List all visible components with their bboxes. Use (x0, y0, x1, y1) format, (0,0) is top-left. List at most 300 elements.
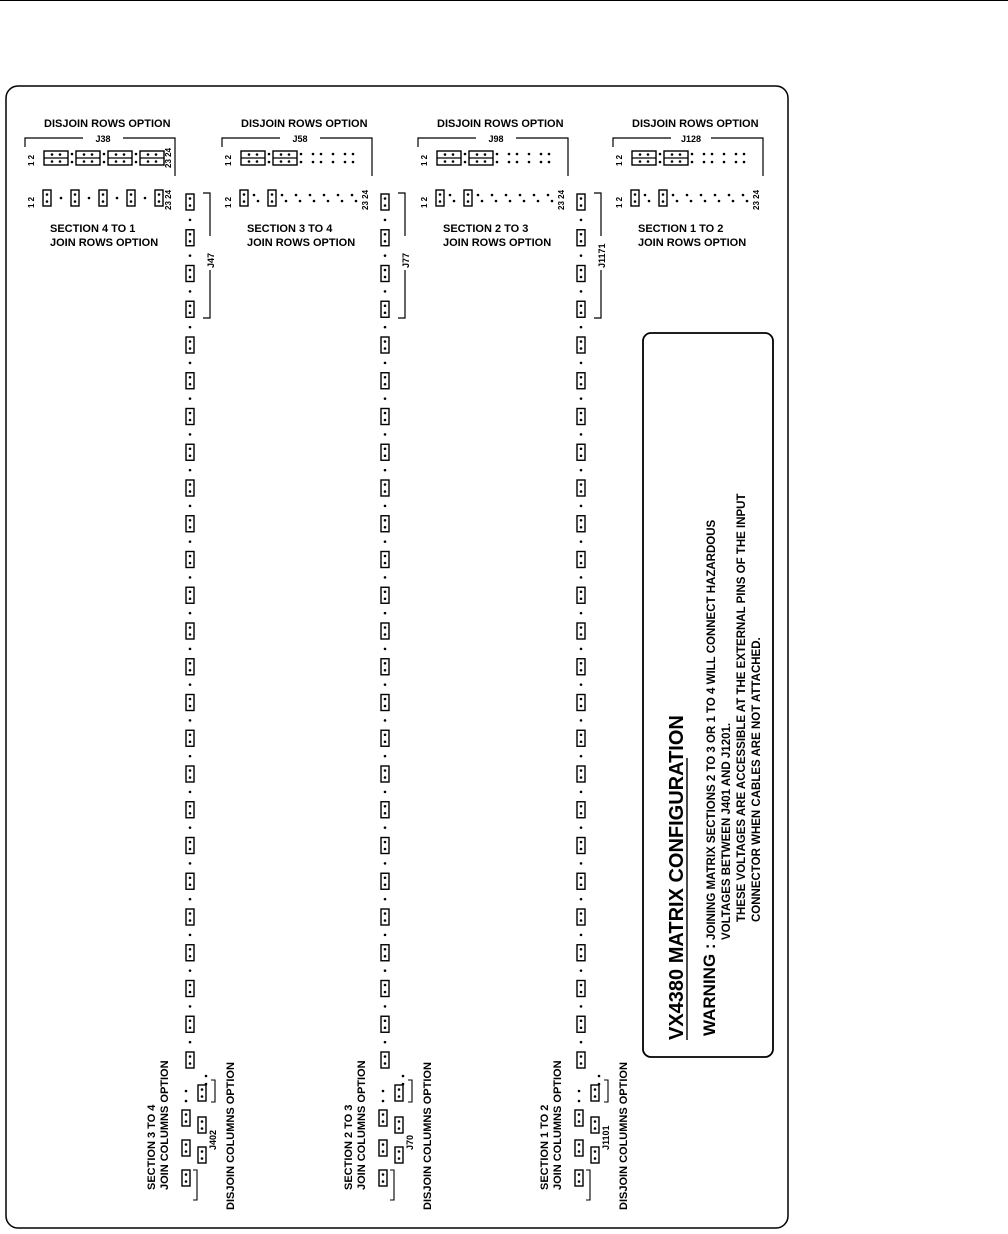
pin-dot (384, 540, 387, 543)
pin-dot (299, 200, 302, 203)
pin-dot (281, 194, 284, 197)
jumper-shunt-pair (469, 151, 493, 165)
column-jumper-label: J47 (206, 252, 216, 268)
pin-dot (580, 648, 583, 651)
pin-dot (580, 1062, 583, 1065)
pin-dot (516, 161, 519, 164)
pin-dot (337, 194, 340, 197)
pin-dot (580, 934, 583, 937)
column-strip-1 (186, 193, 217, 1068)
pin-dot (671, 153, 674, 156)
pin-dot (189, 397, 192, 400)
jumper-shunt (381, 516, 389, 532)
pin-dot (578, 1120, 581, 1123)
jumper-shunt (186, 230, 194, 246)
pin-dot (548, 153, 551, 156)
jumper-shunt (381, 1052, 389, 1068)
pin-dot (332, 153, 335, 156)
row-section-4 (613, 118, 763, 249)
pin-dot (243, 193, 246, 196)
jumper-shunt (575, 1170, 583, 1186)
pin-dot (384, 948, 387, 951)
pin-dot (580, 412, 583, 415)
pin-dot (647, 153, 650, 156)
pin-dot (580, 197, 583, 200)
pin-dot (384, 519, 387, 522)
pin-dot (578, 1090, 581, 1093)
pin-dot (384, 984, 387, 987)
warning-line-1: JOINING MATRIX SECTIONS 2 TO 3 OR 1 TO 4 WILL CONNECT HAZARDOUS (706, 519, 718, 940)
jumper-shunt (577, 730, 585, 746)
pin-dot (580, 612, 583, 615)
pin-dot (88, 197, 91, 200)
pin-dot (189, 1026, 192, 1029)
pin-dot (189, 597, 192, 600)
pin-dot (189, 555, 192, 558)
pin-dot (189, 219, 192, 222)
pin-dot (46, 193, 49, 196)
pin-dot (580, 898, 583, 901)
pin-dot (185, 1100, 188, 1103)
pin-dot (691, 153, 694, 156)
pin-dot (402, 1075, 405, 1078)
pin-dot (189, 1041, 192, 1044)
jumper-shunt (577, 909, 585, 925)
jumper-shunt (659, 190, 667, 206)
pin-dot (495, 200, 498, 203)
pin-dot (332, 161, 335, 164)
pin-dot (398, 1088, 401, 1091)
pin-dot (185, 1173, 188, 1176)
pin-dot (580, 662, 583, 665)
pin-dot (382, 1100, 385, 1103)
jumper-shunt (186, 695, 194, 711)
join-rows-caption-line2: JOIN ROWS OPTION (50, 237, 159, 249)
pin-dot (384, 597, 387, 600)
jumper-shunt (186, 480, 194, 496)
pin-dot (580, 1055, 583, 1058)
jumper-shunt (379, 1170, 387, 1186)
jumper-shunt (395, 1147, 403, 1163)
pin-dot (580, 254, 583, 257)
pin-dot (71, 161, 74, 164)
pin-dot (452, 160, 455, 163)
jumper-shunt (186, 373, 194, 389)
pin-dot (189, 326, 192, 329)
warning-line-2: VOLTAGES BETWEEN J401 AND J1201. (721, 722, 733, 940)
pin-dot (384, 1041, 387, 1044)
pin-dot (449, 194, 452, 197)
pin-dot (580, 1005, 583, 1008)
pin-dot (528, 161, 531, 164)
jumper-shunt (577, 409, 585, 425)
pin-dot (189, 419, 192, 422)
pin-dot (189, 347, 192, 350)
jumper-shunt (395, 1117, 403, 1133)
column-option-jumper-label: J402 (208, 1129, 218, 1150)
pin-dot (189, 290, 192, 293)
pin-dot (103, 161, 106, 164)
pin-dot (384, 669, 387, 672)
pin-dot (594, 1088, 597, 1091)
pin-dot (477, 194, 480, 197)
pin-dot (189, 862, 192, 865)
pin-number-last: 23 24 (752, 189, 761, 210)
pin-dot (74, 200, 77, 203)
pin-dot (639, 160, 642, 163)
pin-dot (537, 200, 540, 203)
pin-dot (384, 719, 387, 722)
pin-dot (580, 719, 583, 722)
pin-dot (398, 1095, 401, 1098)
pin-dot (300, 153, 303, 156)
pin-dot (189, 269, 192, 272)
pin-dot (691, 161, 694, 164)
jumper-shunt (381, 623, 389, 639)
pin-dot (634, 200, 637, 203)
pin-dot (679, 153, 682, 156)
pin-dot (384, 826, 387, 829)
pin-dot (464, 153, 467, 156)
pin-dot (185, 1090, 188, 1093)
disjoin-rows-header: DISJOIN ROWS OPTION (44, 118, 171, 130)
pin-dot (189, 505, 192, 508)
column-option-3 (539, 1060, 630, 1210)
pin-dot (189, 1055, 192, 1058)
pin-dot (189, 934, 192, 937)
jumper-shunt (381, 766, 389, 782)
column-jumper-label: J77 (401, 252, 411, 268)
pin-dot (189, 433, 192, 436)
pin-dot (320, 161, 323, 164)
jumper-shunt (186, 301, 194, 317)
pin-dot (580, 755, 583, 758)
pin-number-first: 1 2 (420, 196, 429, 208)
pin-dot (248, 153, 251, 156)
pin-dot (484, 153, 487, 156)
join-columns-caption-line2: JOIN COLUMNS OPTION (356, 1060, 368, 1190)
pin-dot (580, 555, 583, 558)
jumper-shunt (198, 1117, 206, 1133)
pin-dot (189, 540, 192, 543)
pin-dot (491, 194, 494, 197)
pin-dot (580, 984, 583, 987)
jumper-shunt (591, 1147, 599, 1163)
pin-dot (384, 276, 387, 279)
pin-dot (398, 1150, 401, 1153)
pin-dot (384, 934, 387, 937)
warning-panel (643, 333, 773, 1057)
pin-dot (723, 161, 726, 164)
pin-dot (382, 1180, 385, 1183)
pin-dot (580, 519, 583, 522)
pin-dot (580, 740, 583, 743)
pin-dot (189, 483, 192, 486)
pin-dot (580, 991, 583, 994)
pin-dot (580, 633, 583, 636)
join-rows-caption-line2: JOIN ROWS OPTION (443, 237, 552, 249)
pin-dot (384, 562, 387, 565)
pin-dot (189, 662, 192, 665)
jumper-shunt (381, 480, 389, 496)
pin-dot (464, 161, 467, 164)
pin-dot (147, 153, 150, 156)
pin-dot (700, 194, 703, 197)
jumper-shunt (186, 194, 194, 210)
pin-dot (384, 383, 387, 386)
pin-dot (580, 791, 583, 794)
pin-dot (384, 883, 387, 886)
jumper-shunt (577, 194, 585, 210)
pin-dot (384, 419, 387, 422)
pin-dot (189, 841, 192, 844)
jumper-shunt (155, 190, 163, 206)
pin-dot (295, 194, 298, 197)
pin-dot (523, 200, 526, 203)
jumper-shunt (577, 945, 585, 961)
pin-dot (384, 969, 387, 972)
pin-dot (384, 555, 387, 558)
pin-dot (439, 193, 442, 196)
pin-dot (659, 153, 662, 156)
pin-dot (384, 626, 387, 629)
pin-dot (580, 383, 583, 386)
pin-dot (189, 383, 192, 386)
pin-dot (201, 1127, 204, 1130)
pin-dot (743, 153, 746, 156)
pin-dot (580, 233, 583, 236)
pin-dot (580, 240, 583, 243)
pin-dot (312, 161, 315, 164)
pin-dot (580, 469, 583, 472)
pin-dot (703, 153, 706, 156)
jumper-shunt (186, 266, 194, 282)
join-columns-caption-line2: JOIN COLUMNS OPTION (552, 1060, 564, 1190)
pin-dot (189, 898, 192, 901)
jumper-shunt (186, 945, 194, 961)
pin-dot (189, 969, 192, 972)
jumper-shunt (381, 802, 389, 818)
pin-dot (189, 490, 192, 493)
pin-dot (257, 200, 260, 203)
pin-dot (189, 469, 192, 472)
pin-dot (74, 193, 77, 196)
pin-dot (189, 376, 192, 379)
pin-dot (189, 447, 192, 450)
jumper-shunt-pair (44, 151, 68, 165)
pin-dot (189, 955, 192, 958)
pin-dot (496, 153, 499, 156)
pin-dot (189, 991, 192, 994)
pin-dot (540, 153, 543, 156)
jumper-shunt (198, 1147, 206, 1163)
pin-dot (594, 1150, 597, 1153)
pin-dot (580, 290, 583, 293)
pin-dot (253, 194, 256, 197)
pin-dot (189, 826, 192, 829)
pin-dot (580, 669, 583, 672)
pin-dot (384, 733, 387, 736)
pin-dot (580, 347, 583, 350)
jumper-shunt (268, 190, 276, 206)
pin-dot (384, 311, 387, 314)
jumper-shunt (240, 190, 248, 206)
pin-dot (384, 483, 387, 486)
pin-dot (714, 194, 717, 197)
jumper-shunt (381, 587, 389, 603)
pin-dot (256, 153, 259, 156)
pin-dot (476, 153, 479, 156)
jumper-shunt (186, 1016, 194, 1032)
jumper-shunt (381, 945, 389, 961)
pin-dot (384, 304, 387, 307)
pin-dot (189, 519, 192, 522)
pin-dot (189, 740, 192, 743)
jumper-shunt (575, 1140, 583, 1156)
pin-dot (580, 204, 583, 207)
jumper-shunt (381, 838, 389, 854)
jumper-shunt (381, 373, 389, 389)
pin-dot (60, 197, 63, 200)
jumper-shunt (186, 409, 194, 425)
jumper-shunt (182, 1170, 190, 1186)
pin-dot (580, 304, 583, 307)
pin-dot (444, 153, 447, 156)
pin-dot (384, 290, 387, 293)
pin-dot (723, 153, 726, 156)
jumper-shunt (577, 266, 585, 282)
pin-number-last: 23 24 (164, 189, 173, 210)
pin-dot (580, 590, 583, 593)
pin-dot (516, 153, 519, 156)
pin-dot (384, 340, 387, 343)
pin-dot (686, 194, 689, 197)
join-columns-caption-line1: SECTION 1 TO 2 (539, 1104, 551, 1190)
pin-dot (476, 160, 479, 163)
pin-dot (189, 669, 192, 672)
pin-dot (594, 1120, 597, 1123)
pin-dot (189, 197, 192, 200)
jumper-shunt (395, 1085, 403, 1101)
join-rows-caption-line1: SECTION 2 TO 3 (443, 223, 529, 235)
pin-dot (355, 200, 358, 203)
pin-dot (300, 161, 303, 164)
pin-dot (496, 161, 499, 164)
pin-dot (580, 805, 583, 808)
disjoin-rows-header: DISJOIN ROWS OPTION (632, 118, 759, 130)
disjoin-columns-caption: DISJOIN COLUMNS OPTION (422, 1062, 434, 1210)
pin-dot (91, 153, 94, 156)
pin-dot (189, 912, 192, 915)
jumper-shunt (186, 981, 194, 997)
pin-dot (51, 160, 54, 163)
pin-dot (578, 1100, 581, 1103)
pin-dot (384, 898, 387, 901)
pin-number-first: 1 2 (27, 154, 36, 166)
pin-dot (185, 1180, 188, 1183)
column-strip-3 (577, 193, 608, 1068)
pin-dot (309, 194, 312, 197)
pin-dot (71, 153, 74, 156)
pin-dot (189, 812, 192, 815)
pin-dot (580, 505, 583, 508)
pin-dot (189, 719, 192, 722)
jumper-shunt (577, 480, 585, 496)
pin-dot (453, 200, 456, 203)
pin-dot (398, 1120, 401, 1123)
pin-dot (508, 161, 511, 164)
pin-dot (671, 160, 674, 163)
pin-dot (189, 776, 192, 779)
column-jumper-strips (186, 193, 608, 1068)
pin-dot (384, 919, 387, 922)
pin-dot (580, 698, 583, 701)
pin-dot (580, 919, 583, 922)
column-option-jumpers (146, 1060, 630, 1210)
pin-dot (580, 769, 583, 772)
pin-dot (580, 912, 583, 915)
pin-dot (189, 848, 192, 851)
pin-dot (351, 194, 354, 197)
jumper-shunt (381, 981, 389, 997)
pin-dot (382, 1173, 385, 1176)
pin-dot (580, 841, 583, 844)
pin-dot (728, 194, 731, 197)
pin-dot (580, 526, 583, 529)
pin-dot (344, 153, 347, 156)
jumper-shunt (182, 1110, 190, 1126)
pin-dot (384, 812, 387, 815)
row-section-3 (418, 118, 568, 249)
pin-dot (320, 153, 323, 156)
pin-dot (580, 683, 583, 686)
column-option-2 (343, 1060, 434, 1210)
pin-dot (158, 200, 161, 203)
pin-dot (116, 197, 119, 200)
disjoin-rows-header: DISJOIN ROWS OPTION (437, 118, 564, 130)
jumper-shunt (186, 873, 194, 889)
pin-dot (189, 733, 192, 736)
pin-dot (135, 153, 138, 156)
pin-dot (509, 200, 512, 203)
pin-dot (384, 254, 387, 257)
pin-dot (189, 1062, 192, 1065)
jumper-shunt (436, 190, 444, 206)
jumper-shunt (186, 1052, 194, 1068)
pin-dot (742, 194, 745, 197)
pin-dot (580, 848, 583, 851)
pin-dot (548, 161, 551, 164)
pin-dot (382, 1150, 385, 1153)
pin-dot (746, 200, 749, 203)
jumper-shunt (577, 873, 585, 889)
pin-dot (271, 200, 274, 203)
pin-dot (384, 1005, 387, 1008)
pin-dot (243, 200, 246, 203)
pin-dot (580, 483, 583, 486)
jumper-shunt (381, 909, 389, 925)
jumper-shunt (186, 909, 194, 925)
pin-dot (444, 160, 447, 163)
join-columns-caption-line1: SECTION 2 TO 3 (343, 1104, 355, 1190)
pin-dot (256, 160, 259, 163)
pin-dot (505, 194, 508, 197)
pin-dot (280, 160, 283, 163)
pin-dot (384, 805, 387, 808)
pin-dot (189, 948, 192, 951)
pin-dot (676, 200, 679, 203)
jumper-shunt-pair (632, 151, 656, 165)
